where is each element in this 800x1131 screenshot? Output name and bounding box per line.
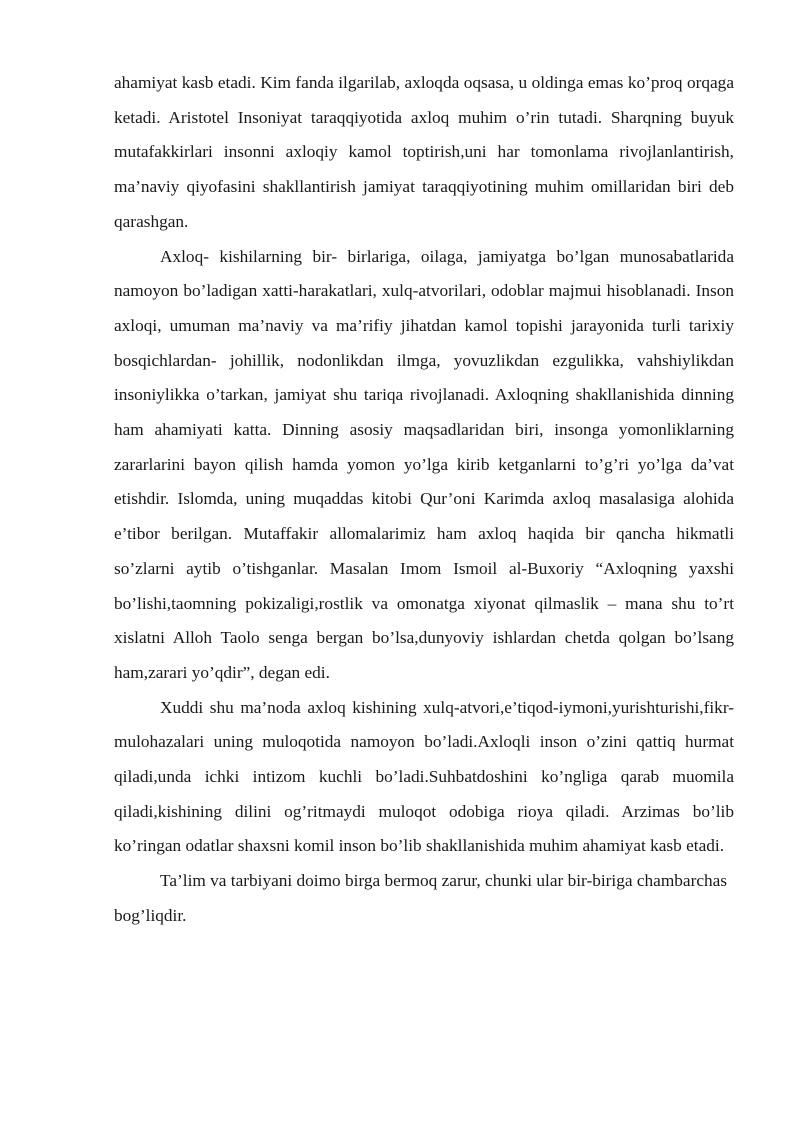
paragraph-1: ahamiyat kasb etadi. Kim fanda ilgarilab, axloqda oqsasa, u oldinga emas ko’proq orqaga ketadi. Aristotel Insoniyat taraqqiyotida axloq muhim o’rin tutadi. Sharqning buyuk mutafakkirlari insonni axloqiy kamol toptirish,uni har tomonlama rivojlanlantirish, ma’naviy qiyofasini shakllantirish jamiyat taraqqiyotining muhim omillaridan biri deb qarashgan. [114, 73, 734, 231]
document-page [114, 66, 734, 934]
paragraph-3: Xuddi shu ma’noda axloq kishining xulq-atvori,e’tiqod-iymoni,yurishturishi,fikr-mulohazalari uning muloqotida namoyon bo’ladi.Axloqli inson o’zini qattiq hurmat qiladi,unda ichki intizom kuchli bo’ladi.Suhbatdoshini ko’ngliga qarab muomila qiladi,kishining dilini og’ritmaydi muloqot odobiga rioya qiladi. Arzimas bo’lib ko’ringan odatlar shaxsni komil inson bo’lib shakllanishida muhim ahamiyat kasb etadi. [114, 697, 734, 856]
paragraph-2: Axloq- kishilarning bir- birlariga, oilaga, jamiyatga bo’lgan munosabatlarida namoyon bo’ladigan xatti-harakatlari, xulq-atvorilari, odoblar majmui hisoblanadi. Inson axloqi, umuman ma’naviy va ma’rifiy jihatdan kamol topishi jarayonida turli tarixiy bosqichlardan- johillik, nodonlikdan ilmga, yovuzlikdan ezgulikka, vahshiylikdan insoniylikka o’tarkan, jamiyat shu tariqa rivojlanadi. Axloqning shakllanishida dinning ham ahamiyati katta. Dinning asosiy maqsadlaridan biri, insonga yomonliklarning zararlarini bayon qilish hamda yomon yo’lga kirib ketganlarni to’g’ri yo’lga da’vat etishdir. Islomda, uning muqaddas kitobi Qur’oni Karimda axloq masalasiga alohida e’tibor berilgan. Mutaffakir allomalarimiz ham axloq haqida bir qancha hikmatli so’zlarni aytib o’tishganlar. Masalan Imom Ismoil al-Buxoriy “Axloqning yaxshi bo’lishi,taomning pokizaligi,rostlik va omonatga xiyonat qilmaslik – mana shu to’rt xislatni Alloh Taolo senga bergan bo’lsa,dunyoviy ishlardan chetda qolgan bo’lsang ham,zarari yo’qdir”, degan edi. [114, 246, 734, 682]
paragraph-4: Ta’lim va tarbiyani doimo birga bermoq zarur, chunki ular bir-biriga chambarchas bog’liqdir. [114, 871, 728, 925]
